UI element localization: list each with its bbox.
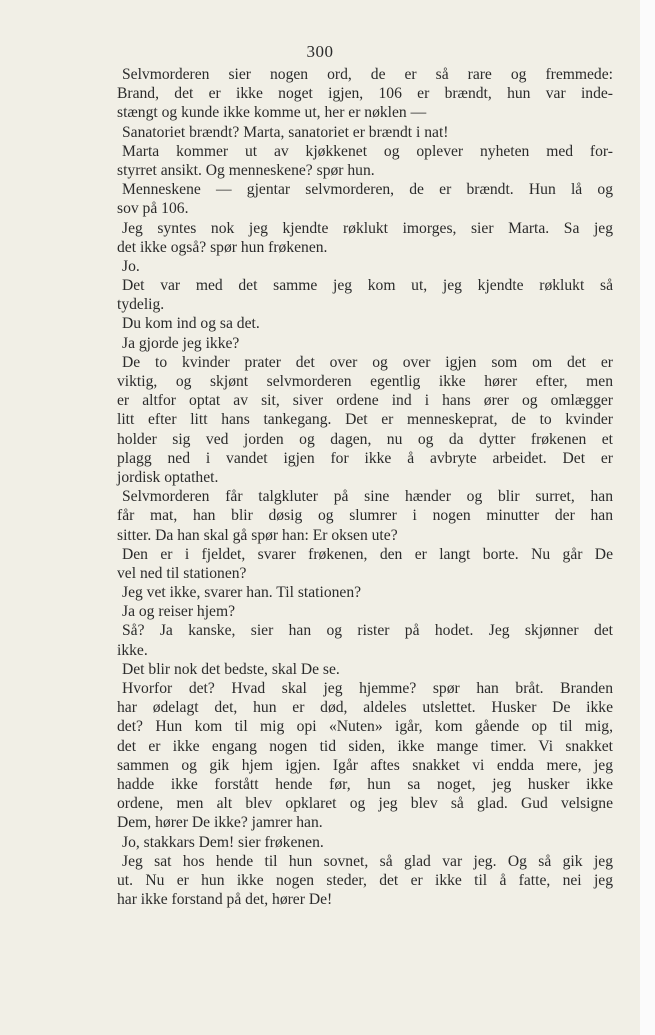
text-line: Du kom ind og sa det. bbox=[122, 315, 260, 333]
text-line: Brand, det er ikke noget igjen, 106 er brændt, hun var inde- bbox=[117, 85, 613, 103]
text-line: ut. Nu er hun ikke nogen steder, det er ikke til å fatte, nei jeg bbox=[117, 871, 613, 889]
text-line: Ja og reiser hjem? bbox=[122, 603, 236, 621]
text-line: De to kvinder prater det over og over igjen som om det er bbox=[122, 353, 613, 371]
text-line: Jo. bbox=[122, 257, 140, 275]
text-line: Jo, stakkars Dem! sier frøkenen. bbox=[122, 833, 324, 851]
text-line: får mat, han blir døsig og slumrer i nogen minutter der han bbox=[117, 507, 613, 525]
text-line: sov på 106. bbox=[117, 200, 189, 218]
page-number: 300 bbox=[306, 42, 334, 61]
text-line: det er ikke engang nogen tid siden, ikke mange timer. Vi snakket bbox=[117, 737, 613, 755]
text-line: viktig, og skjønt selvmorderen egentlig ikke hører efter, men bbox=[117, 373, 613, 390]
page-edge bbox=[640, 0, 655, 1035]
text-line: Jeg sat hos hende til hun sovnet, så glad var jeg. Og så gik jeg bbox=[122, 852, 613, 870]
text-line: holder sig ved jorden og dagen, nu og da dytter frøkenen et bbox=[117, 430, 613, 448]
text-line: styrret ansikt. Og menneskene? spør hun. bbox=[117, 161, 375, 179]
text-line: har ødelagt det, hun er død, aldeles utslettet. Husker De ikke bbox=[117, 699, 613, 717]
text-line: sitter. Da han skal gå spør han: Er oksen ute? bbox=[117, 526, 398, 544]
text-line: er altfor optat av sit, siver ordene ind i hans ører og omlægger bbox=[117, 392, 613, 410]
text-line: sammen og gik hjem igjen. Igår aftes snakket vi endda mere, jeg bbox=[117, 756, 613, 774]
text-line: ikke. bbox=[117, 641, 148, 659]
text-line: litt efter litt hans tankegang. Det er menneskeprat, de to kvinder bbox=[117, 411, 613, 429]
text-line: det? Hun kom til mig opi «Nuten» igår, kom gående op til mig, bbox=[117, 718, 613, 736]
text-line: ordene, men alt blev opklaret og jeg blev så glad. Gud velsigne bbox=[117, 795, 613, 813]
text-line: plagg ned i vandet igjen for ikke å avbryte arbeidet. Det er bbox=[117, 449, 613, 467]
text-line: det ikke også? spør hun frøkenen. bbox=[117, 238, 328, 256]
text-line: Det blir nok det bedste, skal De se. bbox=[122, 660, 340, 678]
text-line: Jeg syntes nok jeg kjendte røklukt imorges, sier Marta. Sa jeg bbox=[122, 219, 613, 237]
text-line: jordisk optathet. bbox=[117, 468, 219, 486]
text-line: Menneskene — gjentar selvmorderen, de er brændt. Hun lå og bbox=[122, 181, 613, 199]
text-line: Marta kommer ut av kjøkkenet og oplever nyheten med for- bbox=[122, 142, 613, 160]
text-line: Sanatoriet brændt? Marta, sanatoriet er brændt i nat! bbox=[122, 123, 449, 141]
text-line: Dem, hører De ikke? jamrer han. bbox=[117, 814, 323, 832]
text-line: Så? Ja kanske, sier han og rister på hodet. Jeg skjønner det bbox=[122, 622, 613, 640]
text-line: tydelig. bbox=[117, 296, 165, 314]
text-line: Selvmorderen sier nogen ord, de er så rare og fremmede: bbox=[122, 66, 613, 83]
text-line: Det var med det samme jeg kom ut, jeg kjendte røklukt så bbox=[122, 277, 613, 295]
text-line: Hvorfor det? Hvad skal jeg hjemme? spør han bråt. Branden bbox=[122, 680, 613, 697]
text-line: Selvmorderen får talgkluter på sine hænder og blir surret, han bbox=[122, 488, 613, 506]
text-line: Den er i fjeldet, svarer frøkenen, den er langt borte. Nu går De bbox=[122, 545, 613, 563]
text-line: vel ned til stationen? bbox=[117, 564, 247, 582]
text-line: Jeg vet ikke, svarer han. Til stationen? bbox=[122, 584, 362, 602]
text-line: har ikke forstand på det, hører De! bbox=[117, 891, 333, 909]
text-line: hadde ikke forstått hende før, hun sa noget, jeg husker ikke bbox=[117, 775, 613, 793]
text-line: Ja gjorde jeg ikke? bbox=[122, 334, 240, 352]
text-line: stængt og kunde ikke komme ut, her er nøklen — bbox=[117, 104, 427, 122]
body-text bbox=[117, 65, 613, 909]
